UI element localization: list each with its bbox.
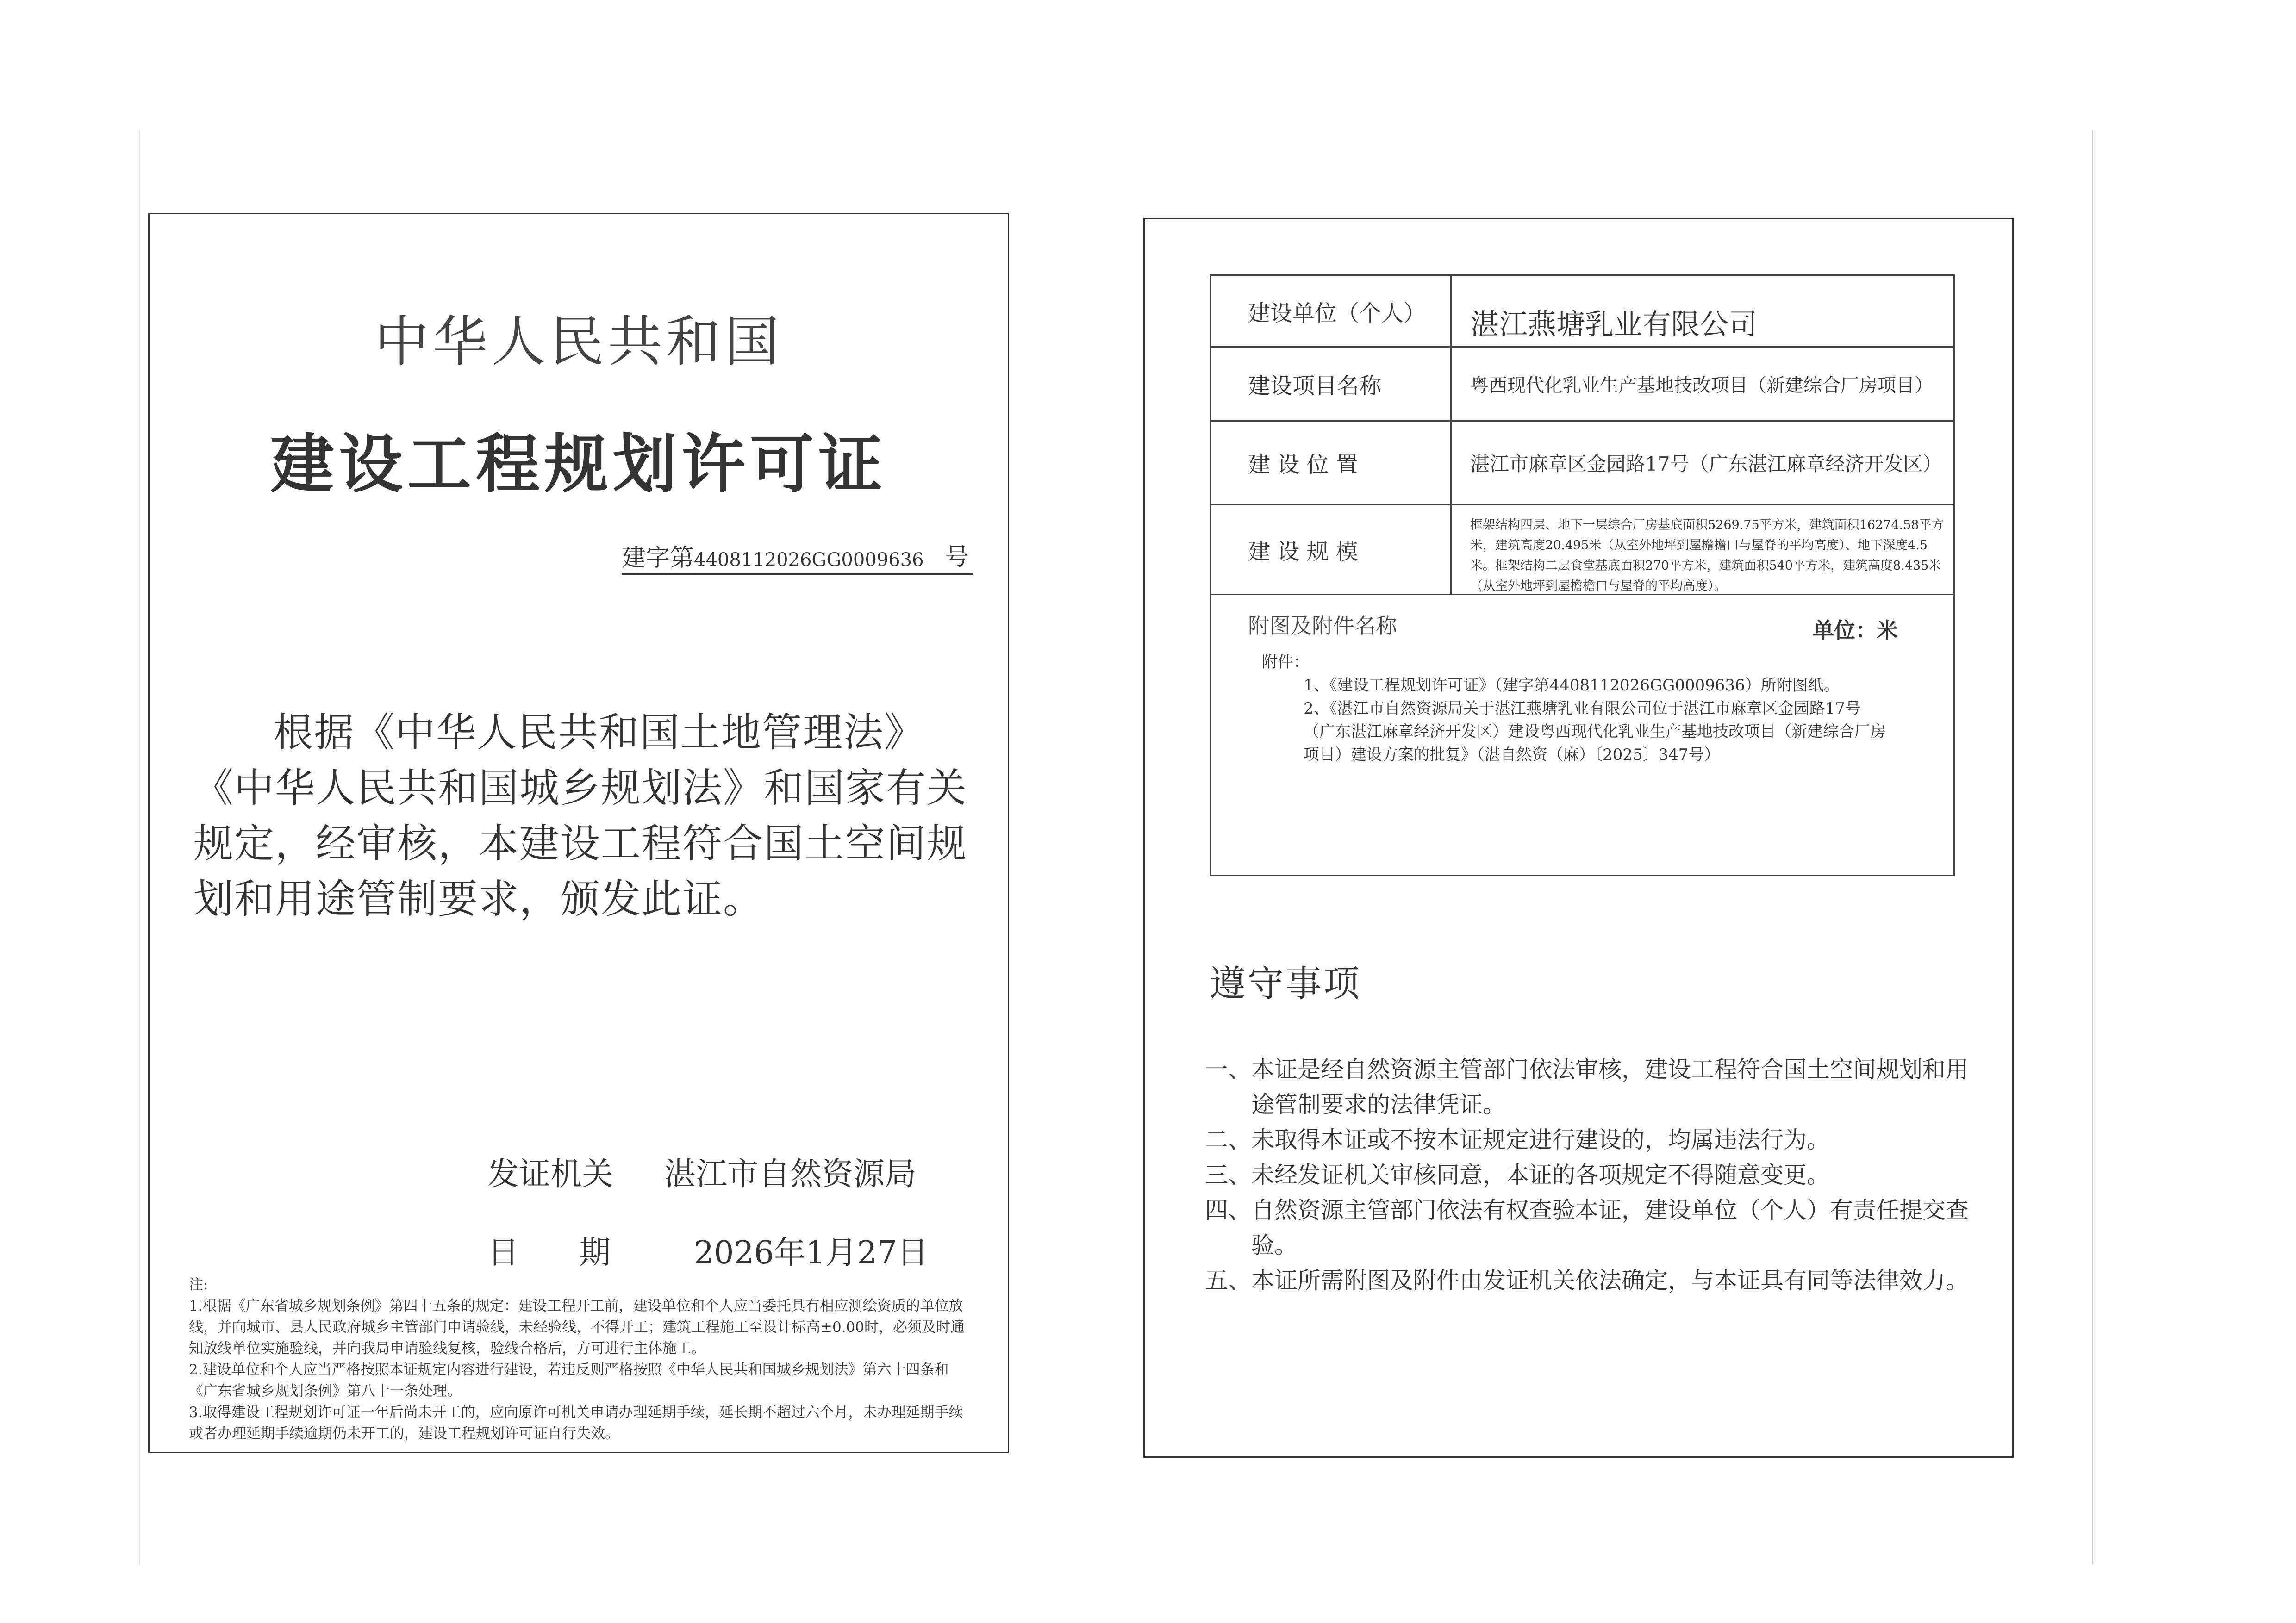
- issuer-value: 湛江市自然资源局: [664, 1156, 917, 1193]
- certificate-number-suffix: 号: [944, 543, 969, 571]
- rule-item: 三、未经发证机关审核同意，本证的各项规定不得随意变更。: [1205, 1162, 1830, 1188]
- row-value-scale: 框架结构四层、地下一层综合厂房基底面积5269.75平方米，建筑面积16274.58平方米，建筑高度20.495米（从室外地坪到屋檐檐口与屋脊的平均高度）、地下深度4.5米。框架结构二层食堂基底面积270平方米，建筑面积540平方米，建筑高度8.435米（从室外地坪到屋檐檐口与屋脊的平均高度）。: [1470, 518, 1944, 593]
- note-item: 2.建设单位和个人应当严格按照本证规定内容进行建设，若违反则严格按照《中华人民共和国城乡规划法》第六十四条和《广东省城乡规划条例》第八十一条处理。: [189, 1362, 949, 1399]
- certificate-body-text: 根据《中华人民共和国土地管理法》《中华人民共和国城乡规划法》和国家有关规定，经审核，本建设工程符合国土空间规划和用途管制要求，颁发此证。: [193, 709, 967, 922]
- row-label-location: 建 设 位 置: [1211, 422, 1452, 504]
- project-info-table: [1210, 274, 1955, 876]
- rule-item: 一、本证是经自然资源主管部门依法审核，建设工程符合国土空间规划和用途管制要求的法律凭证。: [1205, 1056, 1969, 1118]
- table-row: [1211, 505, 1953, 595]
- attachments-title: 附件：: [1262, 653, 1309, 672]
- row-label-builder: 建设单位（个人）: [1211, 276, 1452, 346]
- notes-title: 注:: [189, 1276, 208, 1293]
- row-label-project-name: 建设项目名称: [1211, 348, 1452, 420]
- attachments-list: [1262, 651, 1887, 766]
- rules-list: [1205, 1052, 1973, 1298]
- rule-item: 二、未取得本证或不按本证规定进行建设的，均属违法行为。: [1205, 1126, 1830, 1153]
- table-row: [1211, 348, 1953, 422]
- attachment-item: 1、《建设工程规划许可证》（建字第4408112026GG0009636）所附图纸。: [1304, 676, 1840, 695]
- scan-edge-right: [2092, 130, 2093, 1564]
- unit-label: 单位：米: [1813, 618, 1898, 643]
- date-value: 2026年1月27日: [694, 1235, 929, 1271]
- row-value-builder: 湛江燕塘乳业有限公司: [1470, 307, 1758, 341]
- certificate-detail-page: [1143, 218, 2014, 1458]
- certificate-number-line: [622, 538, 973, 575]
- certificate-number-prefix: 建字第: [622, 544, 694, 572]
- table-row: [1211, 422, 1953, 505]
- country-name: 中华人民共和国: [374, 310, 783, 373]
- row-label-scale: 建 设 规 模: [1211, 505, 1452, 594]
- rule-item: 四、自然资源主管部门依法有权查验本证，建设单位（个人）有责任提交查验。: [1205, 1197, 1969, 1259]
- rule-item: 五、本证所需附图及附件由发证机关依法确定，与本证具有同等法律效力。: [1205, 1267, 1969, 1294]
- row-value-location: 湛江市麻章区金园路17号（广东湛江麻章经济开发区）: [1470, 452, 1942, 475]
- scan-edge-left: [139, 130, 140, 1564]
- attachment-item: 2、《湛江市自然资源局关于湛江燕塘乳业有限公司位于湛江市麻章区金园路17号（广东湛江麻章经济开发区）建设粤西现代化乳业生产基地技改项目（新建综合厂房项目）建设方案的批复》（湛自然资（麻）〔2025〕347号）: [1304, 699, 1886, 764]
- issuer-label: 发证机关: [487, 1156, 614, 1193]
- issuing-authority: [487, 1149, 916, 1194]
- note-item: 1.根据《广东省城乡规划条例》第四十五条的规定：建设工程开工前，建设单位和个人应当委托具有相应测绘资质的单位放线，并向城市、县人民政府城乡主管部门申请验线，未经验线，不得开工；建筑工程施工至设计标高±0.00时，必须及时通知放线单位实施验线，并向我局申请验线复核，验线合格后，方可进行主体施工。: [189, 1298, 965, 1357]
- row-value-project-name: 粤西现代化乳业生产基地技改项目（新建综合厂房项目）: [1470, 375, 1933, 396]
- rules-title: 遵守事项: [1210, 963, 1362, 1005]
- certificate-front-page: [148, 213, 1009, 1453]
- notes-section: [189, 1274, 976, 1444]
- certificate-title: 建设工程规划许可证: [270, 427, 887, 502]
- note-item: 3.取得建设工程规划许可证一年后尚未开工的，应向原许可机关申请办理延期手续，延长期不超过六个月，未办理延期手续或者办理延期手续逾期仍未开工的，建设工程规划许可证自行失效。: [189, 1404, 963, 1442]
- date-label: 日期: [487, 1235, 671, 1271]
- table-row: [1211, 276, 1953, 348]
- issue-date: [487, 1228, 929, 1273]
- certificate-number: 4408112026GG0009636: [694, 549, 924, 571]
- attachments-label: 附图及附件名称: [1248, 613, 1397, 638]
